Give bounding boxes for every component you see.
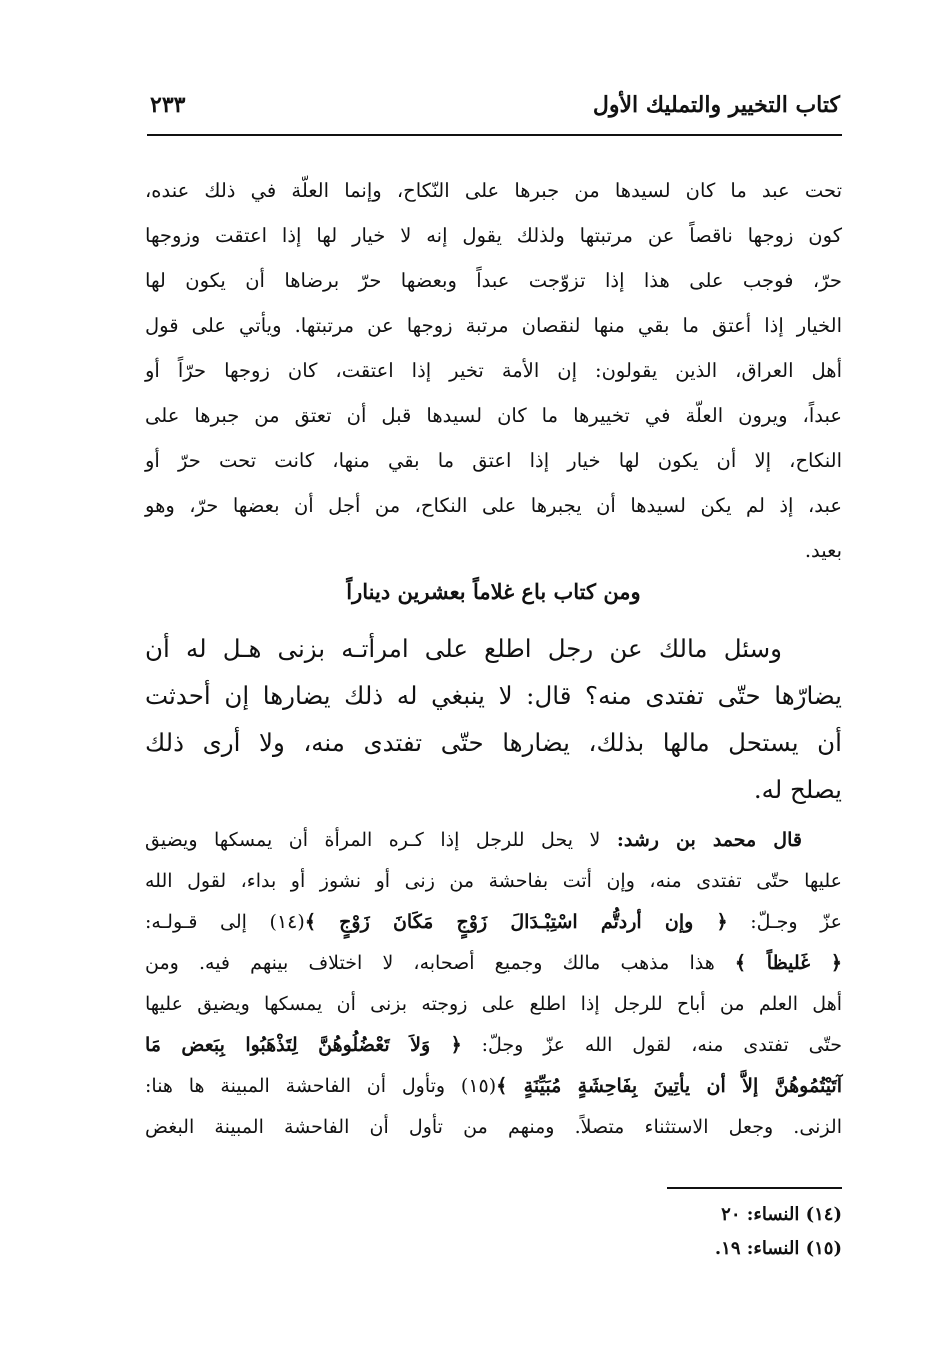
- paragraph-3: [145, 820, 842, 1148]
- footnote-ref: (١٤) إلى قـولـه:: [145, 911, 305, 933]
- text-line: [145, 1066, 842, 1107]
- section-heading: ومن كتاب باع غلاماً بعشرين ديناراً: [346, 579, 641, 604]
- text-line: الخيار إذا أعتق ما بقي منها لنقصان مرتبة زوجها عن مرتبتها. ويأتي على قول: [145, 314, 842, 337]
- footnote: (١٤) النساء: ٢٠: [721, 1204, 842, 1225]
- quran-verse: ﴿ وَلاَ تَعْضُلُوهُنَّ لِتَذْهَبُوا بِبَعض مَا: [145, 1034, 462, 1056]
- paragraph-2: [145, 625, 842, 813]
- running-header: [150, 92, 840, 128]
- footnotes: [442, 1198, 842, 1266]
- text-line: النكاح، إلا أن يكون لها خيار إذا اعتق ما بقي منها، كانت تحت حرّ أو: [145, 449, 842, 472]
- quran-verse: آتَيْتُمُوهُنَّ إلاَّ أن يأتِينَ بِفَاحِشَةٍ مُبَيِّنَةٍ ﴾: [496, 1075, 842, 1097]
- text-run: حتّى تفتدى منه، لقول الله عزّ وجلّ:: [461, 1034, 842, 1056]
- text-line: [145, 902, 842, 943]
- footnote: (١٥) النساء: ١٩.: [714, 1238, 842, 1259]
- quran-verse: ﴿ وإن أردتُّم اسْتِبْـدَالَ زَوْجٍ مَكَانَ زَوْجٍ ﴾: [304, 911, 728, 933]
- text-line: بعيد.: [804, 539, 842, 562]
- text-line: وسئل مالك عن رجل اطلع على امرأتـه بزنى هـل له أن: [145, 634, 782, 663]
- footnote-rule: [667, 1187, 842, 1189]
- text-line: حرّ، فوجب على هذا إذا تزوّجت عبداً وبعضها حرّ برضاها أن يكون لها: [145, 269, 842, 292]
- page-number: ٢٣٣: [150, 92, 186, 118]
- text-line: [145, 1025, 842, 1066]
- speaker-label: قال محمد بن رشد:: [616, 829, 802, 851]
- header-rule: [147, 134, 842, 136]
- text-line: عليها حتّى تفتدى منه، وإن أتت بفاحشة من زنى أو نشوز أو بداء، لقول الله: [145, 870, 842, 892]
- text-line: أهل العلم من أباح للرجل إذا اطلع على زوجته بزنى أن يمسكها ويضيق عليها: [145, 993, 842, 1015]
- text-line: كون زوجها ناقصاً عن مرتبتها ولذلك يقول إنه لا خيار لها إذا اعتقت وزوجها: [145, 224, 842, 247]
- text-line: عبداً، ويرون العلّة في تخييرها ما كان لسيدها قبل أن تعتق من جبرها على: [145, 404, 842, 427]
- text-line: تحت عبد ما كان لسيدها من جبرها على النّكاح، وإنما العلّة في ذلك عنده،: [145, 179, 842, 202]
- text-line: عبد، إذ لم يكن لسيدها أن يجبرها على النكاح، من أجل أن بعضها حرّ، وهو: [145, 494, 842, 517]
- quran-verse: ﴿ غَليظاً ﴾: [734, 952, 842, 974]
- text-line: يضارّها حتّى تفتدى منه؟ قال: لا ينبغي له ذلك يضارها إن أحدثت: [145, 681, 842, 710]
- text-line: الزنى. وجعل الاستثناء متصلاً. ومنهم من تأول أن الفاحشة المبينة البغض: [145, 1116, 842, 1138]
- paragraph-1: [145, 168, 842, 573]
- text-line: يصلح له.: [753, 775, 842, 804]
- text-line: [145, 943, 842, 984]
- footnote-ref: (١٥) وتأول أن الفاحشة المبينة ها هنا:: [145, 1075, 497, 1097]
- header-title: كتاب التخيير والتمليك الأول: [592, 92, 840, 118]
- text-run: لا يحل للرجل إذا كـره المرأة أن يمسكها ويضيق: [145, 829, 617, 851]
- text-run: عزّ وجـلّ:: [727, 911, 842, 933]
- text-run: هذا مذهب مالك وجميع أصحابه، لا اختلاف بينهم فيه. ومن: [145, 952, 735, 974]
- text-line: [145, 820, 842, 861]
- text-line: أهل العراق، الذين يقولون: إن الأمة تخير إذا اعتقت، كان زوجها حرّاً أو: [145, 359, 842, 382]
- text-line: أن يستحل مالها بذلك، يضارها حتّى تفتدى منه، ولا أرى ذلك: [145, 728, 842, 757]
